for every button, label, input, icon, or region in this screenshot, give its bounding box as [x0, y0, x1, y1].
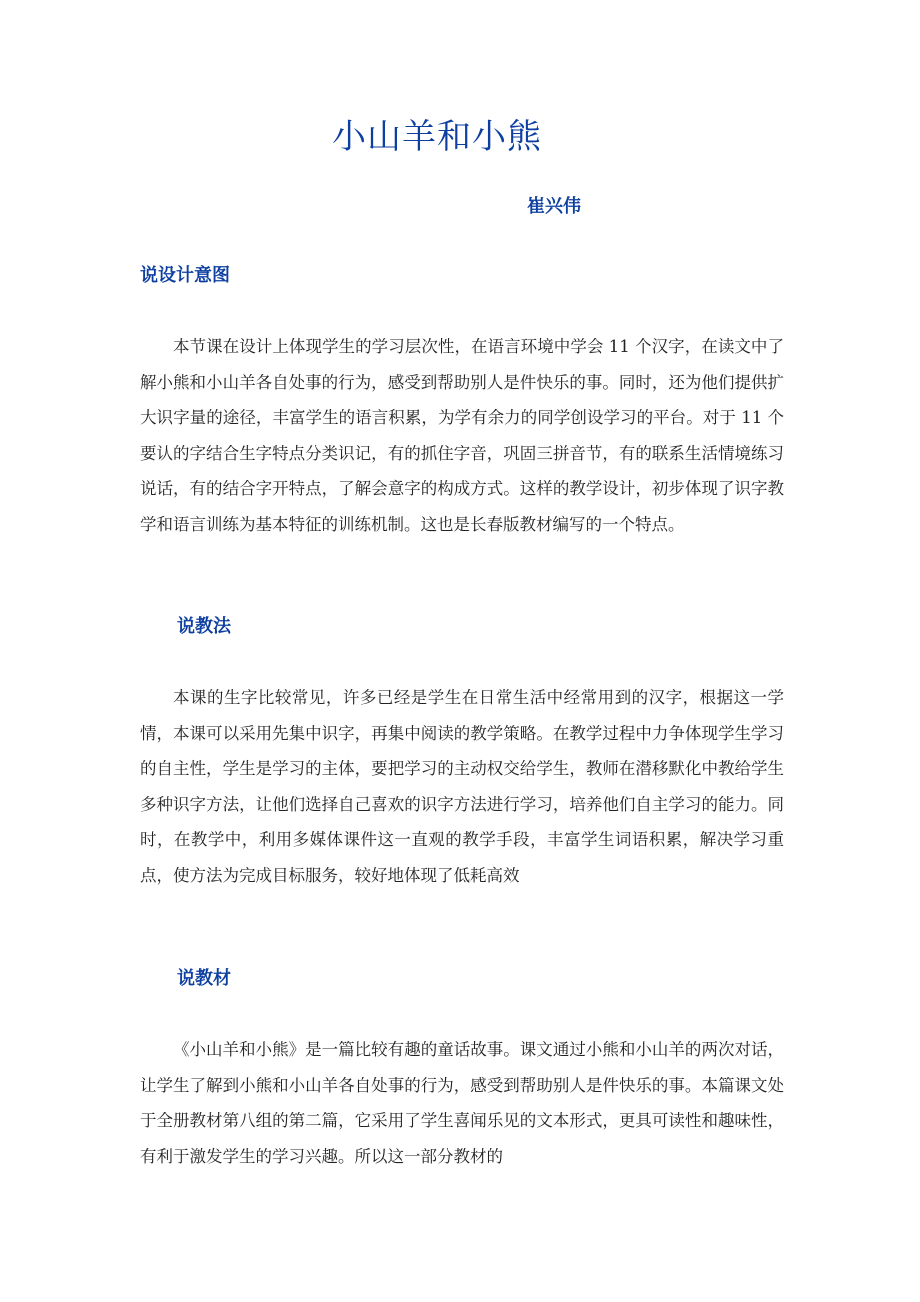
document-title: 小山羊和小熊: [332, 117, 542, 157]
section-heading-textbook: 说教材: [177, 968, 231, 989]
section-heading-design-intent: 说设计意图: [140, 265, 230, 286]
section-paragraph-textbook: 《小山羊和小熊》是一篇比较有趣的童话故事。课文通过小熊和小山羊的两次对话，让学生了解到小熊和小山羊各自处事的行为，感受到帮助别人是件快乐的事。本篇课文处于全册教材第八组的第二篇，它采用了学生喜闻乐见的文本形式，更具可读性和趣味性， 有利于激发学生的学习兴趣。所以这一部分教材的: [140, 1040, 784, 1166]
section-paragraph-design-intent: 本节课在设计上体现学生的学习层次性，在语言环境中学会 11 个汉字，在读文中了解小熊和小山羊各自处事的行为，感受到帮助别人是件快乐的事。同时，还为他们提供扩大识字量的途径，丰富学生的语言积累，为学有余力的同学创设学习的平台。对于 11 个要认的字结合生字特点分类识记，有的抓住字音，巩固三拼音节，有的联系生活情境练习说话，有的结合字开特点，了解会意字的构成方式。这样的教学设计，初步体现了识字教学和语言训练为基本特征的训练机制。这也是长春版教材编写的一个特点。: [140, 337, 784, 534]
section-heading-teaching-method: 说教法: [177, 616, 231, 637]
author-name: 崔兴伟: [527, 196, 581, 217]
section-paragraph-teaching-method: 本课的生字比较常见，许多已经是学生在日常生活中经常用到的汉字，根据这一学情，本课可以采用先集中识字，再集中阅读的教学策略。在教学过程中力争体现学生学习的自主性，学生是学习的主体，要把学习的主动权交给学生，教师在潜移默化中教给学生多种识字方法，让他们选择自己喜欢的识字方法进行学习，培养他们自主学习的能力。同时，在教学中，利用多媒体课件这一直观的教学手段，丰富学生词语积累，解决学习重点，使方法为完成目标服务，较好地体现了低耗高效: [140, 688, 784, 885]
